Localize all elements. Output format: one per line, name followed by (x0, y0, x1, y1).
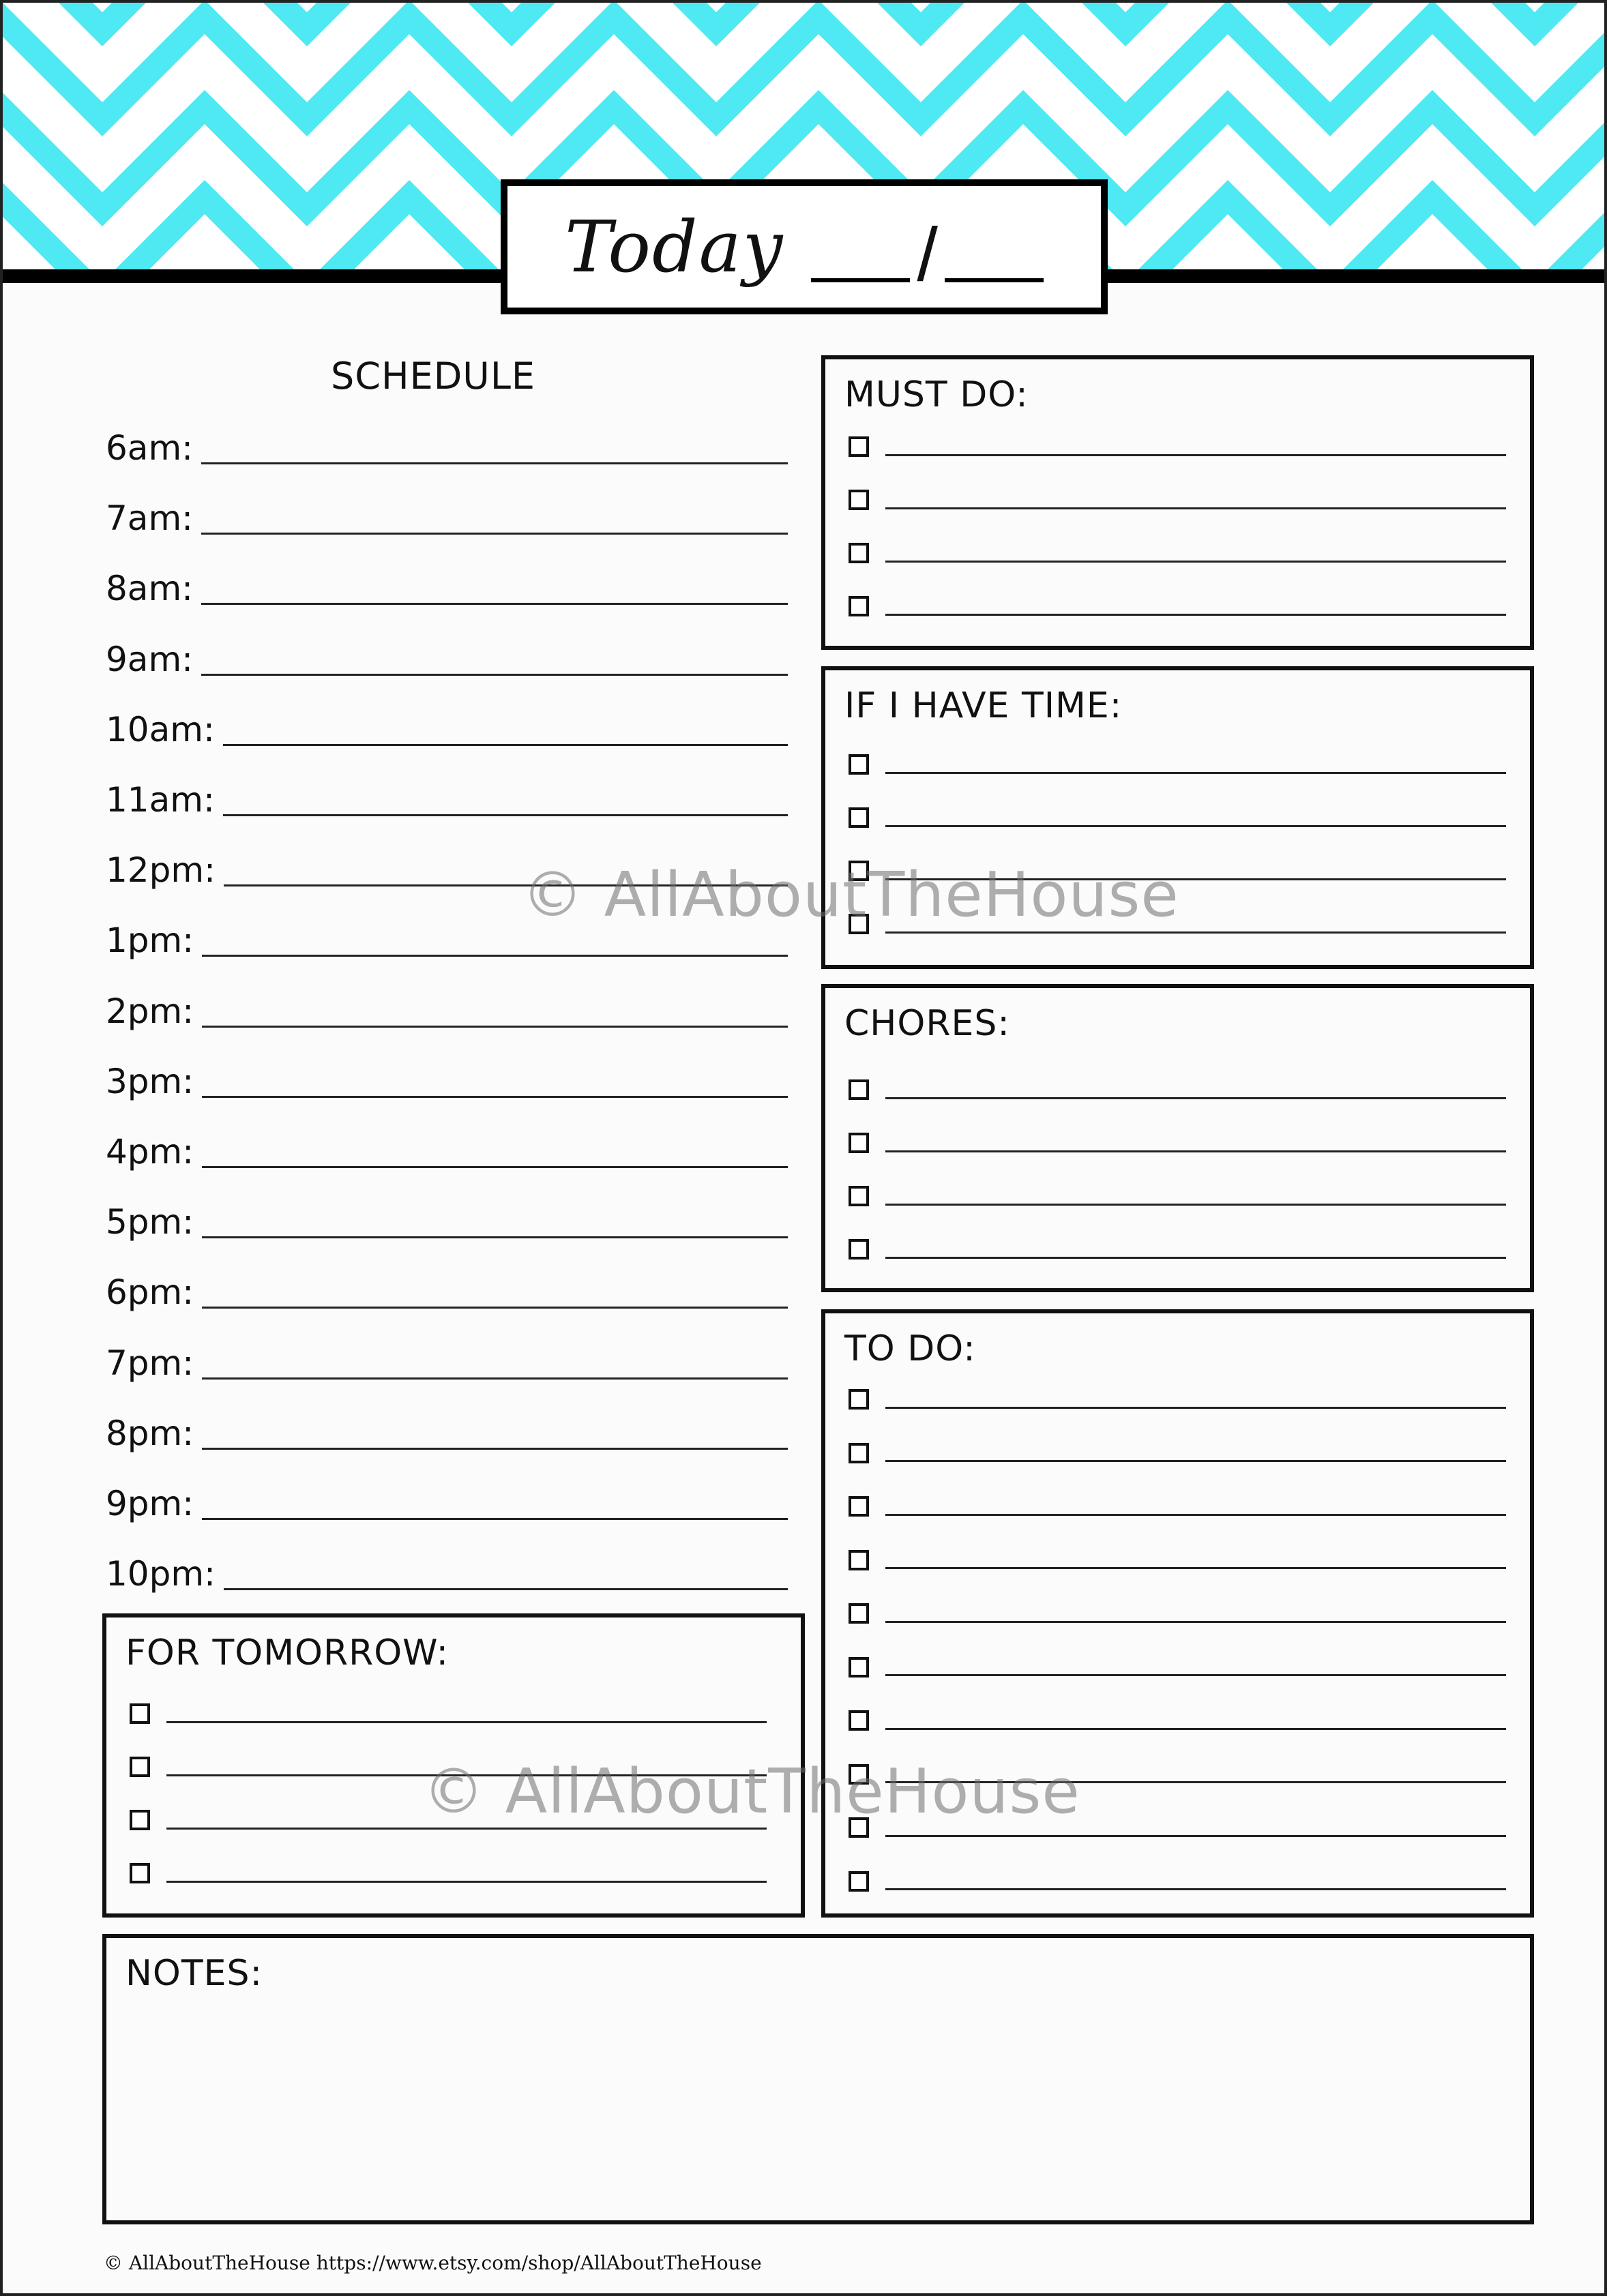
checkbox[interactable] (849, 1186, 869, 1206)
checkbox[interactable] (849, 1239, 869, 1259)
schedule-entry-line[interactable] (202, 1518, 788, 1520)
checkbox[interactable] (130, 1810, 150, 1830)
schedule-entry-line[interactable] (202, 1166, 788, 1168)
checklist-item (849, 1186, 1506, 1206)
checklist-entry-line[interactable] (885, 772, 1506, 774)
schedule-time-label: 6am: (106, 428, 194, 468)
checkbox[interactable] (130, 1863, 150, 1883)
must-do-title: MUST DO: (844, 374, 1029, 415)
checkbox[interactable] (130, 1757, 150, 1777)
checkbox[interactable] (849, 1079, 869, 1100)
checkbox[interactable] (849, 807, 869, 828)
schedule-time-label: 6pm: (106, 1272, 194, 1313)
schedule-time-label: 11am: (106, 780, 215, 820)
checklist-entry-line[interactable] (885, 1674, 1506, 1676)
schedule-row (106, 1398, 788, 1452)
schedule-time-label: 7pm: (106, 1343, 194, 1383)
checklist-entry-line[interactable] (885, 1150, 1506, 1152)
schedule-entry-line[interactable] (201, 533, 788, 535)
schedule-row (106, 1538, 788, 1593)
schedule-entry-line[interactable] (202, 1377, 788, 1380)
checklist-entry-line[interactable] (885, 1835, 1506, 1837)
schedule-entry-line[interactable] (201, 603, 788, 605)
checkbox[interactable] (849, 490, 869, 510)
schedule-row (106, 1187, 788, 1241)
schedule-entry-line[interactable] (223, 744, 788, 746)
checkbox[interactable] (849, 1871, 869, 1892)
notes-title: NOTES: (126, 1953, 263, 1994)
schedule-row (106, 764, 788, 819)
checklist-entry-line[interactable] (885, 1888, 1506, 1890)
date-separator: / (917, 213, 938, 297)
checkbox[interactable] (849, 1133, 869, 1153)
checklist-item (849, 1657, 1506, 1678)
title-box (501, 179, 1108, 314)
schedule-time-label: 8am: (106, 569, 194, 609)
checklist-entry-line[interactable] (166, 1881, 767, 1883)
checklist-entry-line[interactable] (885, 1728, 1506, 1730)
date-day-blank[interactable] (945, 230, 1044, 282)
checklist-entry-line[interactable] (885, 561, 1506, 563)
schedule-time-label: 1pm: (106, 921, 194, 961)
schedule-heading: SCHEDULE (331, 355, 536, 398)
schedule-row (106, 1468, 788, 1523)
footer-credit: © AllAboutTheHouse https://www.etsy.com/shop/AllAboutTheHouse (104, 2252, 762, 2274)
checklist-item (849, 1443, 1506, 1463)
checklist-item (849, 1496, 1506, 1517)
schedule-entry-line[interactable] (201, 462, 788, 464)
checklist-entry-line[interactable] (885, 1407, 1506, 1409)
checklist-item (849, 1871, 1506, 1892)
checkbox[interactable] (849, 1496, 869, 1517)
for-tomorrow-title: FOR TOMORROW: (126, 1632, 449, 1673)
page-title: Today (565, 205, 784, 288)
checklist-entry-line[interactable] (885, 1097, 1506, 1099)
checklist-item (849, 807, 1506, 828)
schedule-row (106, 483, 788, 537)
schedule-time-label: 10pm: (106, 1554, 216, 1594)
checklist-entry-line[interactable] (166, 1721, 767, 1723)
checklist-item (849, 754, 1506, 775)
date-field[interactable] (811, 213, 1044, 297)
schedule-entry-line[interactable] (202, 1236, 788, 1238)
schedule-row (106, 694, 788, 749)
checkbox[interactable] (849, 1657, 869, 1678)
checklist-item (849, 436, 1506, 457)
checklist-entry-line[interactable] (885, 507, 1506, 509)
schedule-row (106, 624, 788, 679)
schedule-row (106, 553, 788, 608)
if-i-have-time-title: IF I HAVE TIME: (844, 685, 1123, 726)
checklist-entry-line[interactable] (885, 931, 1506, 934)
checkbox[interactable] (849, 1443, 869, 1463)
checklist-item (849, 596, 1506, 616)
checklist-item (849, 1710, 1506, 1731)
chores-title: CHORES: (844, 1003, 1010, 1044)
checklist-entry-line[interactable] (885, 1514, 1506, 1516)
to-do-title: TO DO: (844, 1328, 976, 1369)
schedule-entry-line[interactable] (202, 1096, 788, 1098)
schedule-time-label: 2pm: (106, 991, 194, 1031)
checklist-entry-line[interactable] (885, 1567, 1506, 1569)
schedule-time-label: 4pm: (106, 1132, 194, 1172)
schedule-row (106, 1328, 788, 1382)
checkbox[interactable] (849, 1710, 869, 1731)
schedule-time-label: 3pm: (106, 1061, 194, 1101)
checklist-item (849, 490, 1506, 510)
checkbox[interactable] (849, 543, 869, 563)
chores-box (821, 984, 1534, 1292)
checkbox[interactable] (849, 754, 869, 775)
checklist-item (849, 1603, 1506, 1624)
checklist-item (849, 1079, 1506, 1100)
checkbox[interactable] (849, 1389, 869, 1410)
checklist-entry-line[interactable] (885, 454, 1506, 456)
schedule-time-label: 8pm: (106, 1413, 194, 1453)
schedule-entry-line[interactable] (201, 674, 788, 676)
watermark-text: © AllAboutTheHouse (423, 1756, 1080, 1828)
checklist-entry-line[interactable] (885, 825, 1506, 827)
checkbox[interactable] (849, 596, 869, 616)
schedule-time-label: 9pm: (106, 1484, 194, 1523)
checkbox[interactable] (849, 1603, 869, 1624)
schedule-entry-line[interactable] (202, 955, 788, 957)
checkbox[interactable] (849, 1550, 869, 1570)
schedule-time-label: 5pm: (106, 1202, 194, 1242)
schedule-entry-line[interactable] (224, 1588, 788, 1590)
checklist-item (130, 1703, 767, 1724)
schedule-row (106, 1116, 788, 1171)
checklist-entry-line[interactable] (885, 614, 1506, 616)
checkbox[interactable] (130, 1703, 150, 1724)
checklist-item (849, 1550, 1506, 1570)
checklist-entry-line[interactable] (885, 1460, 1506, 1462)
checklist-item (849, 543, 1506, 563)
schedule-time-label: 12pm: (106, 850, 216, 891)
schedule-time-label: 7am: (106, 498, 194, 539)
schedule-row (106, 1257, 788, 1311)
schedule-row (106, 976, 788, 1030)
watermark-text: © AllAboutTheHouse (522, 859, 1179, 931)
checklist-item (130, 1863, 767, 1883)
checklist-entry-line[interactable] (885, 1621, 1506, 1623)
schedule-time-label: 9am: (106, 639, 194, 679)
schedule-entry-line[interactable] (202, 1307, 788, 1309)
schedule-row (106, 413, 788, 467)
checklist-item (849, 1133, 1506, 1153)
must-do-box (821, 355, 1534, 650)
schedule-entry-line[interactable] (202, 1448, 788, 1450)
date-month-blank[interactable] (811, 230, 910, 282)
schedule-time-label: 10am: (106, 709, 215, 749)
schedule-entry-line[interactable] (202, 1026, 788, 1028)
checkbox[interactable] (849, 436, 869, 457)
checklist-item (849, 1389, 1506, 1410)
notes-box[interactable] (102, 1934, 1534, 2224)
checklist-entry-line[interactable] (885, 1204, 1506, 1206)
checklist-entry-line[interactable] (885, 1257, 1506, 1259)
schedule-row (106, 1046, 788, 1101)
schedule-entry-line[interactable] (223, 814, 788, 816)
checklist-item (849, 1239, 1506, 1259)
